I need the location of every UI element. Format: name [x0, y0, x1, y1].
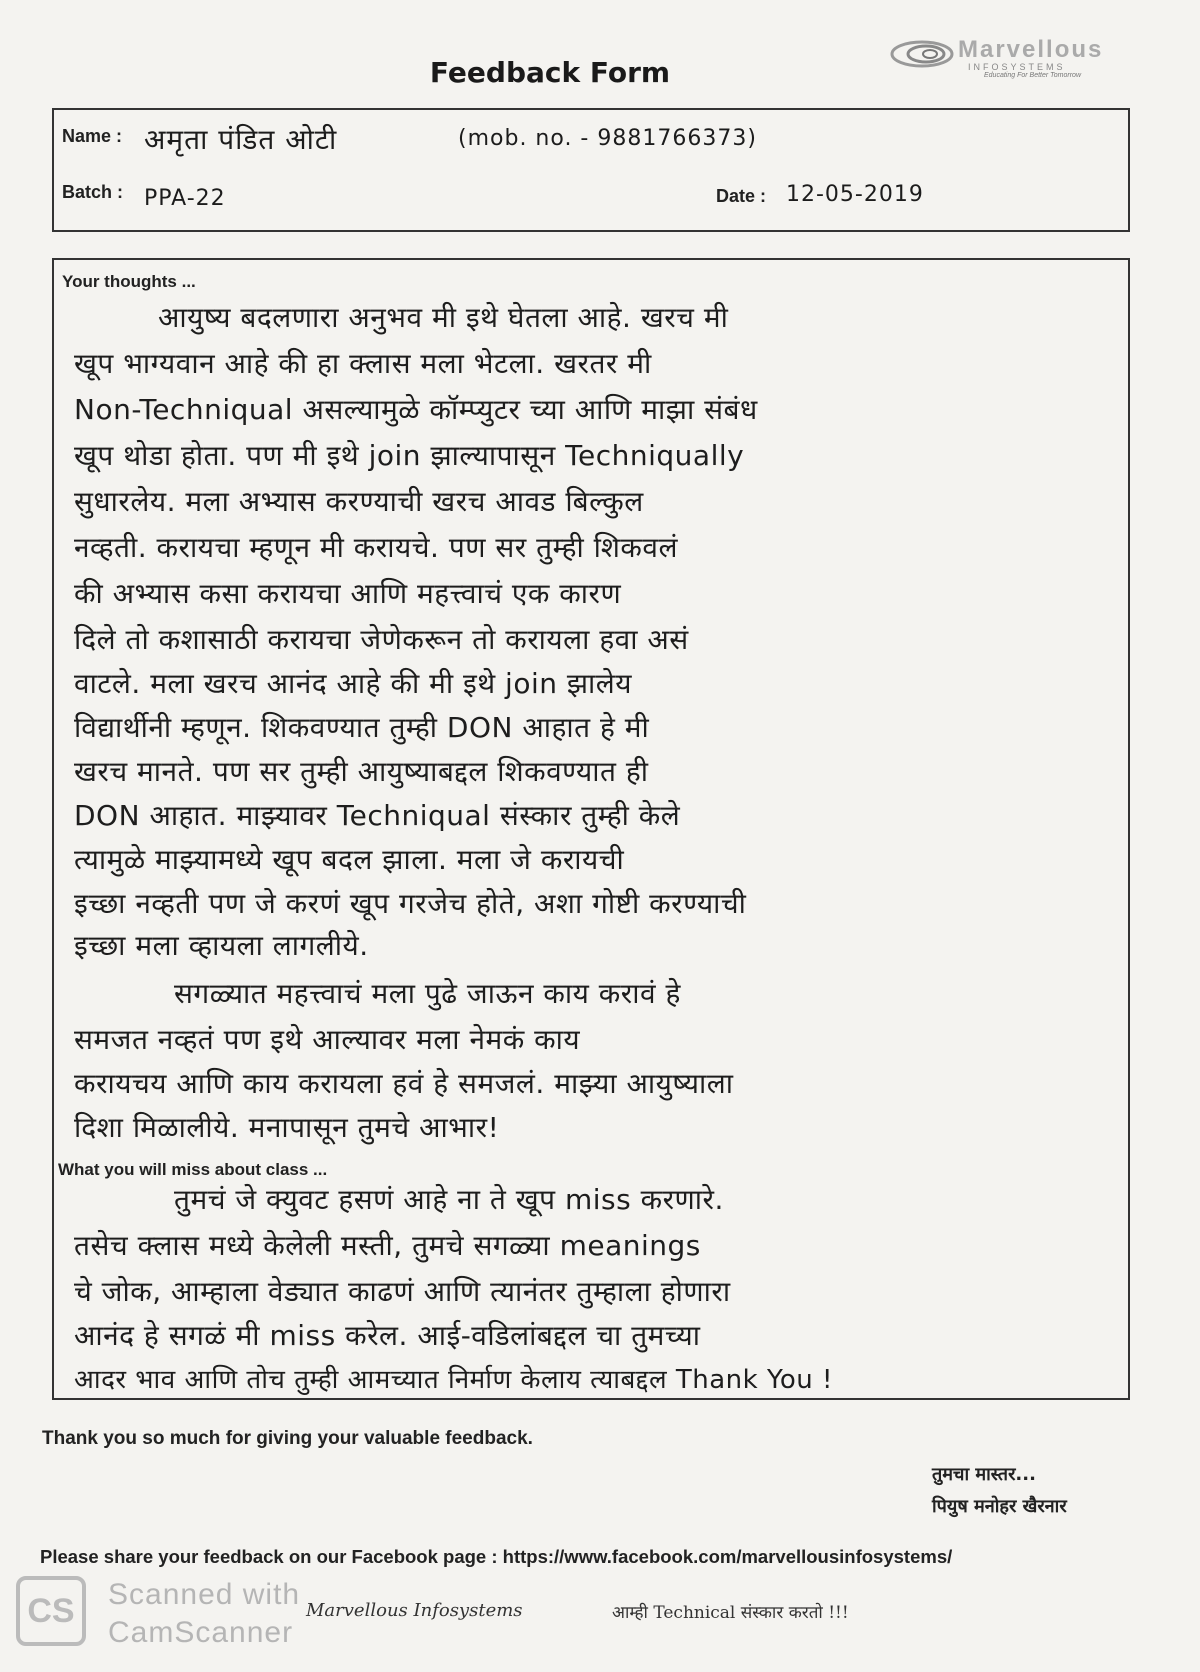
miss-about-class-label: What you will miss about class ... — [58, 1160, 328, 1179]
miss-line: चे जोक, आम्हाला वेड्यात काढणं आणि त्यानंतर तुम्हाला होणारा — [74, 1275, 731, 1308]
date-value: 12-05-2019 — [786, 182, 924, 207]
thoughts-line: विद्यार्थीनी म्हणून. शिकवण्यात तुम्ही DON आहात हे मी — [74, 711, 650, 744]
miss-line: आदर भाव आणि तोच तुम्ही आमच्यात निर्माण केलाय त्याबद्दल Thank You ! — [74, 1365, 833, 1395]
form-title: Feedback Form — [429, 56, 671, 89]
name-value: अमृता पंडित ओटी — [144, 123, 338, 156]
logo-wordmark: Marvellous — [958, 36, 1104, 63]
miss-line: तुमचं जे क्युवट हसणं आहे ना ते खूप miss करणारे. — [174, 1183, 724, 1216]
your-thoughts-label: Your thoughts ... — [62, 272, 196, 291]
thoughts-line: दिले तो कशासाठी करायचा जेणेकरून तो करायला हवा असं — [74, 623, 689, 656]
motto-text: आम्ही Technical संस्कार करतो !!! — [612, 1603, 849, 1623]
brand-script-text: Marvellous Infosystems — [306, 1600, 523, 1621]
facebook-text: Please share your feedback on our Facebook page : https://www.facebook.com/marvellousinfosystems/ — [40, 1546, 953, 1567]
thoughts-line: दिशा मिळालीये. मनापासून तुमचे आभार! — [74, 1111, 500, 1144]
signoff-line-1: तुमचा मास्तर... — [932, 1464, 1036, 1485]
logo-tagline: Educating For Better Tomorrow — [984, 72, 1082, 79]
signoff-line-2: पियुष मनोहर खैरनार — [932, 1496, 1067, 1517]
miss-line: आनंद हे सगळं मी miss करेल. आई-वडिलांबद्दल चा तुमच्या — [74, 1319, 701, 1352]
batch-label: Batch : — [62, 182, 124, 202]
thoughts-line: त्यामुळे माझ्यामध्ये खूप बदल झाला. मला जे करायची — [74, 843, 625, 876]
name-label: Name : — [62, 126, 123, 146]
thoughts-line: Non-Techniqual असल्यामुळे कॉम्प्युटर च्या आणि माझा संबंध — [74, 393, 758, 426]
thoughts-line: नव्हती. करायचा म्हणून मी करायचे. पण सर तुम्ही शिकवलं — [74, 531, 678, 564]
thoughts-line: की अभ्यास कसा करायचा आणि महत्त्वाचं एक कारण — [74, 577, 622, 610]
logo-subtitle: INFOSYSTEMS — [968, 62, 1066, 72]
thoughts-line: इच्छा मला व्हायला लागलीये. — [74, 929, 369, 962]
thoughts-line: करायचय आणि काय करायला हवं हे समजलं. माझ्या आयुष्याला — [74, 1067, 734, 1100]
thoughts-line: सुधारलेय. मला अभ्यास करण्याची खरच आवड बिल्कुल — [74, 485, 644, 518]
miss-line: तसेच क्लास मध्ये केलेली मस्ती, तुमचे सगळ्या meanings — [74, 1229, 701, 1262]
thoughts-line: DON आहात. माझ्यावर Techniqual संस्कार तुम्ही केले — [74, 799, 681, 832]
camscanner-line-1: Scanned with — [108, 1578, 301, 1611]
date-label: Date : — [716, 186, 767, 206]
mobile-number: (mob. no. - 9881766373) — [458, 126, 757, 151]
camscanner-logo-icon: CS — [16, 1576, 86, 1646]
thoughts-line: इच्छा नव्हती पण जे करणं खूप गरजेच होते, अशा गोष्टी करण्याची — [74, 887, 747, 920]
thoughts-line: खूप थोडा होता. पण मी इथे join झाल्यापासून Techniqually — [74, 439, 745, 472]
thoughts-line: सगळ्यात महत्त्वाचं मला पुढे जाऊन काय करावं हे — [174, 977, 681, 1010]
thoughts-line: खरच मानते. पण सर तुम्ही आयुष्याबद्दल शिकवण्यात ही — [74, 755, 649, 788]
thoughts-line: खूप भाग्यवान आहे की हा क्लास मला भेटला. खरतर मी — [74, 347, 652, 380]
thoughts-line: वाटले. मला खरच आनंद आहे की मी इथे join झालेय — [74, 667, 633, 700]
thoughts-line: समजत नव्हतं पण इथे आल्यावर मला नेमकं काय — [74, 1023, 581, 1056]
thoughts-line: आयुष्य बदलणारा अनुभव मी इथे घेतला आहे. खरच मी — [158, 301, 729, 334]
camscanner-line-2: CamScanner — [108, 1616, 294, 1649]
batch-value: PPA-22 — [144, 186, 226, 211]
thank-you-text: Thank you so much for giving your valuable feedback. — [42, 1428, 533, 1449]
